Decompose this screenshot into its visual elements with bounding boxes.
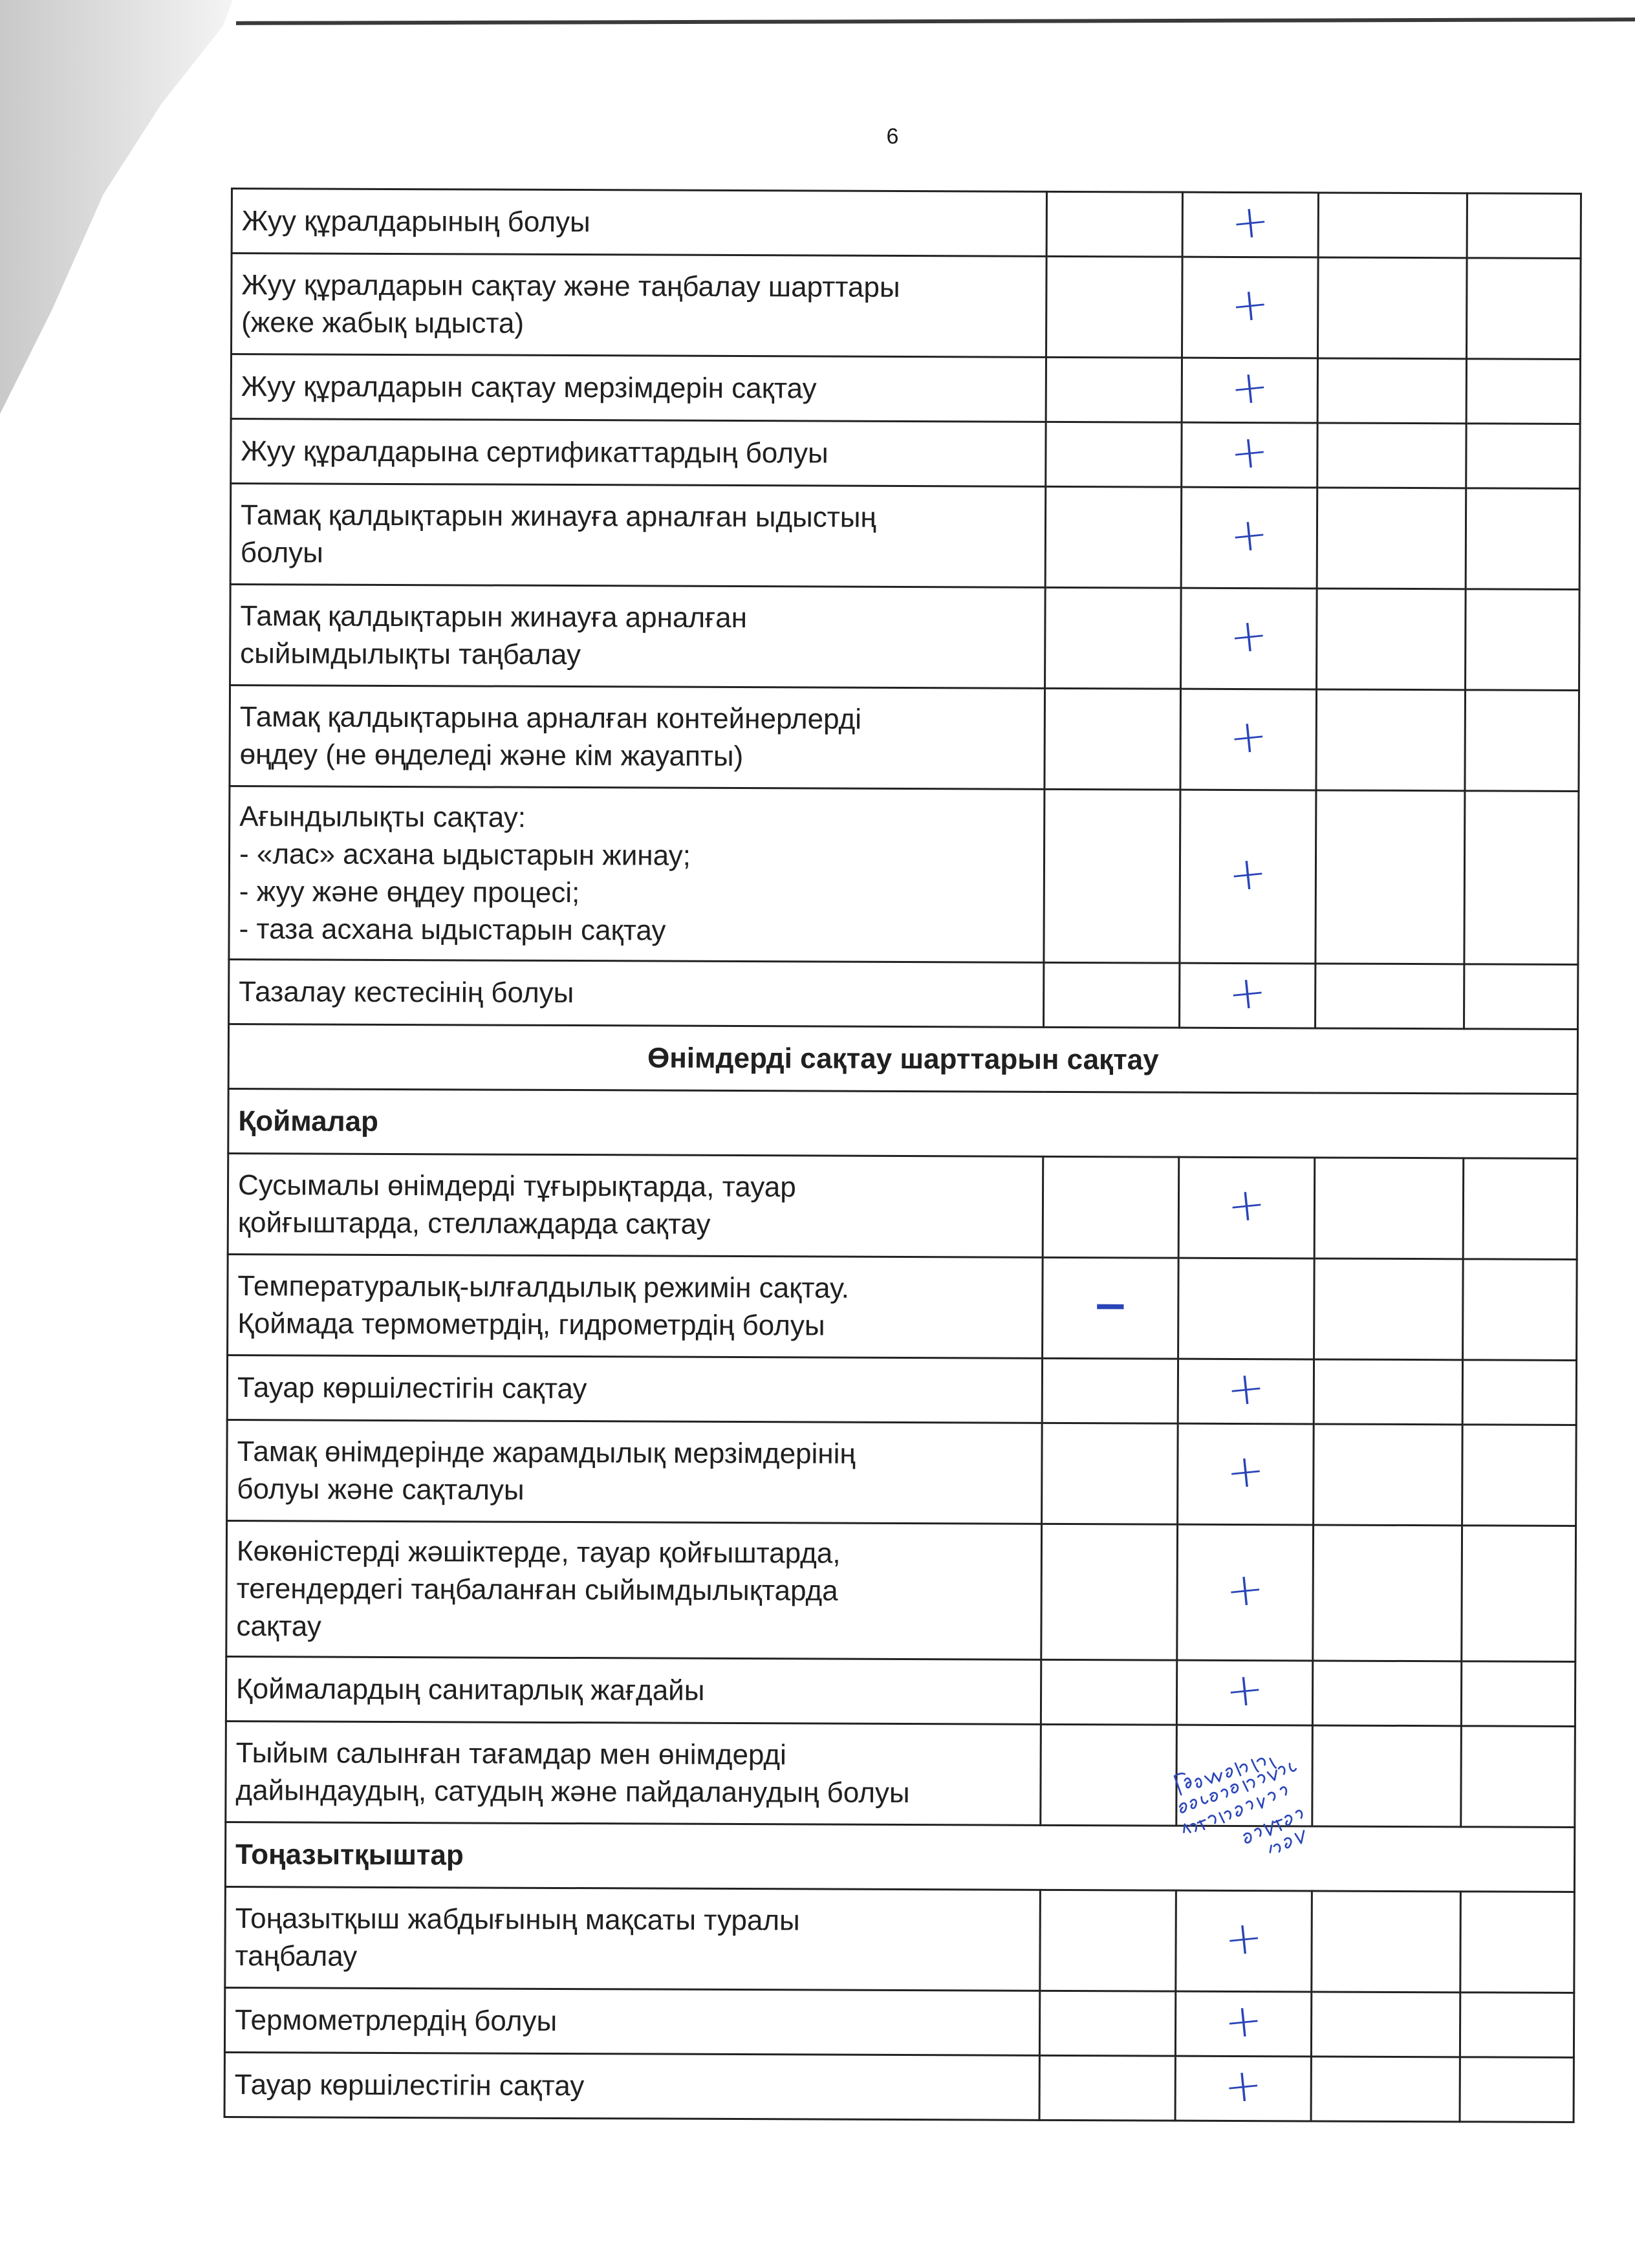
mark-cell-4 <box>1461 1726 1575 1828</box>
mark-cell-4 <box>1464 964 1578 1030</box>
section-title-row <box>228 1024 1577 1094</box>
section-title: Өнімдерді сақтау шарттарын сақтау <box>228 1024 1577 1094</box>
mark-cell-3 <box>1316 790 1465 964</box>
mark-cell-1 <box>1042 1358 1178 1423</box>
mark-cell-4 <box>1463 1259 1577 1361</box>
mark-cell-4 <box>1460 2057 1574 2122</box>
mark-cell-1 <box>1043 1156 1179 1258</box>
mark-cell-1 <box>1046 256 1183 358</box>
plus-mark: + <box>1223 1561 1267 1618</box>
mark-cell-2 <box>1180 790 1316 964</box>
subsection-title-refrigerators-row <box>225 1822 1574 1892</box>
table-row <box>226 1656 1575 1726</box>
mark-cell-1 <box>1039 1991 1175 2056</box>
plus-mark: + <box>1227 607 1271 664</box>
mark-cell-4 <box>1461 1661 1575 1727</box>
mark-cell-4 <box>1467 193 1581 259</box>
row-label: Тоңазытқыш жабдығының мақсаты туралы таңбалау <box>225 1886 1041 1991</box>
row-label: Тауар көршілестігін сақтау <box>227 1355 1042 1423</box>
table-row <box>225 1886 1575 1993</box>
table-row <box>224 1987 1574 2057</box>
row-label: Тауар көршілестігін сақтау <box>224 2052 1039 2120</box>
mark-cell-1 <box>1046 422 1182 487</box>
mark-cell-2 <box>1178 1423 1314 1525</box>
mark-cell-2 <box>1176 1660 1312 1725</box>
plus-mark: + <box>1226 964 1270 1021</box>
mark-cell-1 <box>1045 688 1181 790</box>
table-row <box>227 1355 1576 1425</box>
row-label: Ағындылықты сақтау: - «лас» асхана ыдыстарын жинау; - жуу және өңдеу процесі; - таза асхана ыдыстарын сақтау <box>229 786 1045 962</box>
mark-cell-2 <box>1176 1890 1312 1992</box>
mark-cell-2 <box>1180 963 1316 1028</box>
mark-cell-2 <box>1178 1359 1314 1424</box>
subsection-title-warehouses-row <box>228 1088 1577 1158</box>
mark-cell-1 <box>1040 1890 1176 1991</box>
mark-cell-1 <box>1045 486 1182 588</box>
plus-mark: + <box>1228 506 1271 563</box>
mark-cell-4 <box>1462 1360 1576 1425</box>
plus-mark: + <box>1228 275 1272 333</box>
mark-cell-3 <box>1311 1992 1460 2057</box>
mark-cell-2 <box>1180 689 1317 790</box>
table-row <box>229 786 1579 964</box>
subsection-title-warehouses: Қоймалар <box>228 1088 1577 1158</box>
mark-cell-1 <box>1042 1423 1178 1524</box>
row-label: Тыйым салынған тағамдар мен өнімдерді дайындаудың, сатудың және пайдаланудың болуы <box>226 1721 1041 1825</box>
table-row <box>226 1520 1576 1661</box>
table-row <box>231 354 1580 424</box>
mark-cell-3 <box>1314 1359 1462 1425</box>
mark-cell-2 <box>1175 2056 1311 2121</box>
top-edge-rule <box>236 17 1635 25</box>
row-label: Қоймалардың санитарлық жағдайы <box>226 1656 1041 1724</box>
mark-cell-4 <box>1466 589 1580 691</box>
mark-cell-1 <box>1039 2055 1175 2121</box>
plus-mark: + <box>1228 358 1272 416</box>
row-label: Температуралық-ылғалдылық режимін сақтау. Қоймада термометрдің, гидрометрдің болуы <box>228 1254 1043 1358</box>
table-row <box>231 419 1580 489</box>
page-number: 6 <box>886 124 899 149</box>
minus-mark: − <box>1092 1280 1129 1330</box>
mark-cell-3 <box>1317 358 1466 424</box>
mark-cell-4 <box>1466 424 1580 489</box>
row-label: Тамақ қалдықтарына арналған контейнерлерді өңдеу (не өңделеді және кім жауапты) <box>230 686 1045 790</box>
mark-cell-1 <box>1044 962 1180 1028</box>
plus-mark: + <box>1229 193 1272 250</box>
mark-cell-4 <box>1466 258 1581 360</box>
mark-cell-3 <box>1314 1258 1464 1360</box>
mark-cell-1 <box>1043 1257 1179 1359</box>
mark-cell-3 <box>1316 689 1466 791</box>
mark-cell-4 <box>1466 488 1580 590</box>
checklist-body <box>224 189 1581 2122</box>
mark-cell-2 <box>1181 487 1317 589</box>
mark-cell-1 <box>1041 1659 1176 1725</box>
inspection-checklist-table <box>224 188 1582 2123</box>
table-row <box>227 1420 1577 1526</box>
table-row <box>229 959 1578 1029</box>
mark-cell-3 <box>1314 1158 1464 1259</box>
mark-cell-4 <box>1460 1993 1574 2058</box>
row-label: Жуу құралдарын сақтау мерзімдерін сақтау <box>231 354 1046 422</box>
row-label: Тамақ қалдықтарын жинауға арналған сыйымдылықты таңбалау <box>230 585 1046 689</box>
mark-cell-3 <box>1312 1661 1461 1726</box>
plus-mark: + <box>1224 1359 1268 1417</box>
plus-mark: + <box>1223 1661 1266 1718</box>
mark-cell-2 <box>1182 257 1319 358</box>
row-label: Термометрлердің болуы <box>224 1987 1039 2055</box>
plus-mark: + <box>1221 2057 1265 2114</box>
mark-cell-4 <box>1460 1892 1575 1993</box>
table-row <box>232 189 1581 259</box>
mark-cell-2 <box>1177 1524 1314 1661</box>
mark-cell-4 <box>1462 1425 1577 1526</box>
mark-cell-2 <box>1175 1991 1311 2057</box>
mark-cell-4 <box>1465 690 1579 792</box>
mark-cell-2 <box>1178 1258 1315 1359</box>
table-row <box>232 254 1581 360</box>
mark-cell-3 <box>1316 964 1464 1029</box>
table-row <box>230 585 1580 691</box>
mark-cell-3 <box>1317 488 1466 589</box>
mark-cell-3 <box>1317 257 1467 359</box>
mark-cell-3 <box>1311 2057 1460 2122</box>
mark-cell-1 <box>1044 789 1180 963</box>
row-label: Тамақ қалдықтарын жинауға арналған ыдыстың болуы <box>230 484 1046 588</box>
row-label: Көкөністерді жәшіктерде, тауар қойғыштарда, тегендердегі таңбаланған сыйымдылықтарда сақтау <box>226 1520 1042 1659</box>
row-label: Тамақ өнімдерінде жарамдылық мерзімдерінің болуы және сақталуы <box>227 1420 1043 1524</box>
mark-cell-2 <box>1182 192 1318 257</box>
table-row <box>230 484 1580 590</box>
plus-mark: + <box>1224 1442 1268 1500</box>
mark-cell-2 <box>1182 422 1317 488</box>
mark-cell-1 <box>1041 1724 1177 1826</box>
table-row <box>226 1721 1575 1827</box>
mark-cell-1 <box>1046 357 1182 422</box>
row-label: Жуу құралдарына сертификаттардың болуы <box>231 419 1046 487</box>
plus-mark: + <box>1226 845 1270 902</box>
row-label: Жуу құралдарының болуы <box>232 189 1046 257</box>
plus-mark: + <box>1226 707 1270 765</box>
mark-cell-1 <box>1045 587 1182 689</box>
subsection-title-refrigerators: Тоңазытқыштар <box>225 1822 1574 1892</box>
mark-cell-4 <box>1466 359 1580 424</box>
mark-cell-3 <box>1317 423 1466 488</box>
plus-mark: + <box>1222 1992 1265 2049</box>
plus-mark: + <box>1222 1909 1266 1967</box>
plus-mark: + <box>1225 1176 1268 1233</box>
mark-cell-1 <box>1046 191 1182 257</box>
row-label: Сусымалы өнімдерді тұғырықтарда, тауар қойғыштарда, стеллаждарда сақтау <box>228 1153 1043 1257</box>
mark-cell-1 <box>1041 1524 1178 1660</box>
table-row <box>228 1153 1577 1259</box>
mark-cell-3 <box>1312 1891 1461 1993</box>
mark-cell-4 <box>1464 791 1579 965</box>
mark-cell-3 <box>1314 1424 1463 1526</box>
table-row <box>224 2052 1574 2122</box>
mark-cell-3 <box>1318 193 1467 258</box>
table-row <box>228 1254 1577 1360</box>
mark-cell-2 <box>1182 358 1317 423</box>
mark-cell-2 <box>1178 1157 1315 1258</box>
row-label: Жуу құралдарын сақтау және таңбалау шарттары (жеке жабық ыдыста) <box>232 254 1047 358</box>
row-label: Тазалау кестесінің болуы <box>229 959 1044 1027</box>
mark-cell-2 <box>1181 588 1317 689</box>
mark-cell-3 <box>1313 1525 1462 1661</box>
table-row <box>230 686 1579 792</box>
mark-cell-4 <box>1463 1158 1577 1260</box>
mark-cell-3 <box>1317 589 1466 690</box>
plus-mark: + <box>1228 423 1272 481</box>
mark-cell-4 <box>1462 1526 1576 1662</box>
